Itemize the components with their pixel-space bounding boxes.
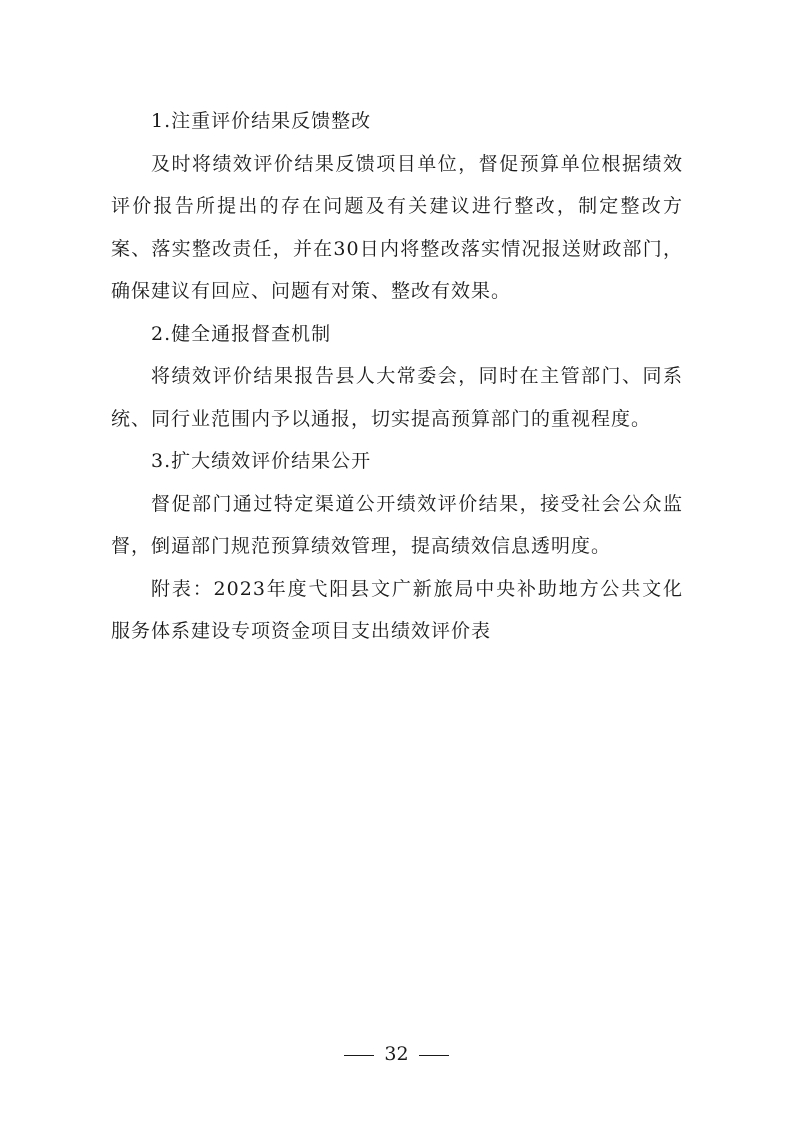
- section-1-heading: 1.注重评价结果反馈整改: [151, 110, 372, 132]
- footer-dash-left: [344, 1055, 374, 1056]
- appendix-note: 附表：2023年度弋阳县文广新旅局中央补助地方公共文化服务体系建设专项资金项目支出绩效评价表: [111, 577, 683, 642]
- section-3-body: 督促部门通过特定渠道公开绩效评价结果，接受社会公众监督，倒逼部门规范预算绩效管理，提高绩效信息透明度。: [111, 492, 683, 557]
- section-2-heading: 2.健全通报督查机制: [151, 322, 332, 345]
- page-number: 32: [384, 1043, 409, 1065]
- document-body: [111, 100, 683, 653]
- section-2-body: 将绩效评价结果报告县人大常委会，同时在主管部门、同系统、同行业范围内予以通报，切实提高预算部门的重视程度。: [111, 365, 683, 430]
- section-1-body: 及时将绩效评价结果反馈项目单位，督促预算单位根据绩效评价报告所提出的存在问题及有关建议进行整改，制定整改方案、落实整改责任，并在30日内将整改落实情况报送财政部门，确保建议有回应、问题有对策、整改有效果。: [111, 152, 683, 302]
- section-3-heading: 3.扩大绩效评价结果公开: [151, 450, 372, 472]
- page-footer: [0, 1040, 793, 1068]
- footer-dash-right: [419, 1055, 449, 1056]
